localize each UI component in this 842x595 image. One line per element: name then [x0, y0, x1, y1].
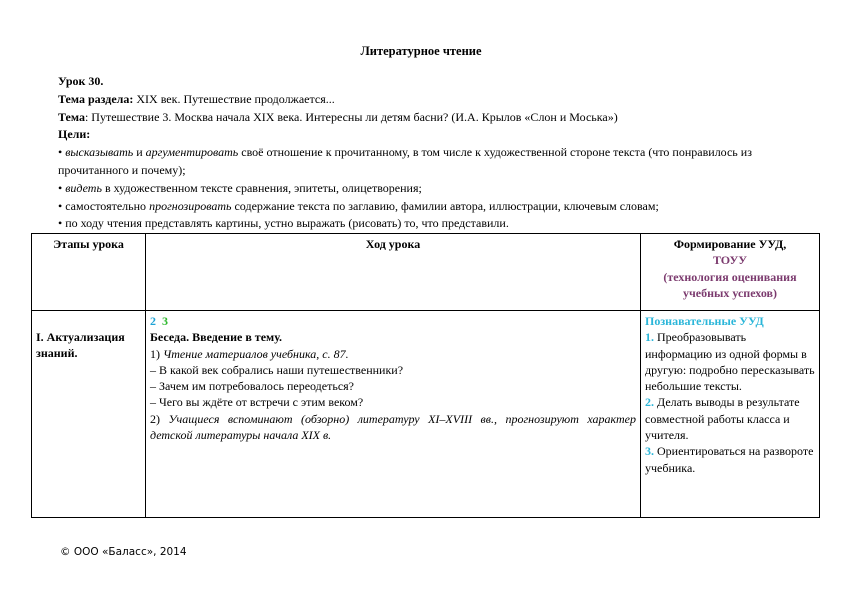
marker-3: 3 — [162, 314, 168, 328]
item-number: 2) — [150, 411, 169, 426]
goal-mid: и — [133, 145, 146, 160]
uud-cell — [641, 311, 820, 518]
marker-numbers — [150, 313, 636, 329]
item-text: Учащиеся вспоминают (обзорно) литературу XI–XVIII вв., прогнозируют характер детской литературы начала XIX в. — [150, 411, 636, 443]
course-item-1 — [150, 346, 636, 362]
goal-rest: содержание текста по заглавию, фамилии автора, иллюстрации, ключевым словам; — [231, 198, 659, 213]
uud-text: Преобразовывать информацию из одной формы в другую: подробно пересказывать небольшие тексты. — [645, 330, 815, 394]
goal-item — [58, 215, 798, 233]
header-stages: Этапы урока — [32, 234, 146, 311]
lesson-section — [58, 91, 798, 109]
topic-label: Тема — [58, 109, 85, 124]
goal-rest: своё отношение к прочитанному, в том числе к художественной стороне текста (что понравилось из прочитанного и почему); — [58, 145, 752, 177]
uud-number: 1. — [645, 330, 654, 345]
bullet: • — [58, 180, 66, 195]
uud-item — [645, 443, 815, 476]
marker-2: 2 — [150, 314, 156, 328]
goal-em2: аргументировать — [145, 145, 239, 160]
section-value: XIX век. Путешествие продолжается... — [133, 91, 335, 106]
uud-item — [645, 394, 815, 443]
stage-cell: I. Актуализация знаний. — [32, 311, 146, 518]
goal-em2: прогнозировать — [149, 198, 232, 213]
section-label: Тема раздела: — [58, 91, 134, 106]
topic-value: : Путешествие 3. Москва начала XIX века. Интересны ли детям басни? (И.А. Крылов «Слон и Моська») — [84, 109, 618, 124]
goal-em: видеть — [65, 180, 102, 195]
item-number: 1) — [150, 346, 163, 361]
lesson-table — [31, 233, 820, 518]
lesson-topic — [58, 109, 798, 127]
lesson-intro — [58, 73, 798, 233]
header-touu-desc: (технология оценивания учебных успехов) — [663, 269, 797, 300]
goal-em: высказывать — [65, 145, 134, 160]
question: – В какой век собрались наши путешественники? — [150, 362, 404, 377]
goal-item — [58, 144, 798, 180]
item-text: Чтение материалов учебника, с. 87. — [163, 346, 349, 361]
copyright-footer: © ООО «Баласс», 2014 — [60, 546, 187, 558]
bullet: • — [58, 145, 66, 160]
question: – Чего вы ждёте от встречи с этим веком? — [150, 395, 364, 410]
goal-item — [58, 198, 798, 216]
uud-title: Познавательные УУД — [645, 314, 764, 328]
lesson-number: Урок 30. — [58, 74, 104, 88]
uud-number: 2. — [645, 395, 654, 410]
header-uud-title: Формирование УУД, — [673, 237, 787, 251]
header-uud — [641, 234, 820, 311]
course-item-2 — [150, 411, 636, 444]
table-header-row — [32, 234, 820, 311]
header-touu: ТОУУ — [712, 253, 748, 268]
header-course: Ход урока — [146, 234, 641, 311]
bullet: • — [58, 198, 66, 213]
uud-item — [645, 329, 815, 394]
goal-rest: по ходу чтения представлять картины, устно выражать (рисовать) то, что представили. — [65, 216, 509, 231]
goal-rest: в художественном тексте сравнения, эпитеты, олицетворения; — [101, 180, 422, 195]
goals-label: Цели: — [58, 127, 91, 142]
goal-item — [58, 180, 798, 198]
question: – Зачем им потребовалось переодеться? — [150, 379, 354, 394]
course-cell — [146, 311, 641, 518]
goal-mid: самостоятельно — [65, 198, 150, 213]
uud-text: Ориентироваться на развороте учебника. — [645, 444, 814, 475]
uud-text: Делать выводы в результате совместной работы класса и учителя. — [645, 395, 800, 443]
bullet: • — [58, 216, 66, 231]
uud-number: 3. — [645, 444, 654, 459]
document-title: Литературное чтение — [360, 44, 482, 58]
course-heading: Беседа. Введение в тему. — [150, 330, 282, 345]
table-row — [32, 311, 820, 518]
